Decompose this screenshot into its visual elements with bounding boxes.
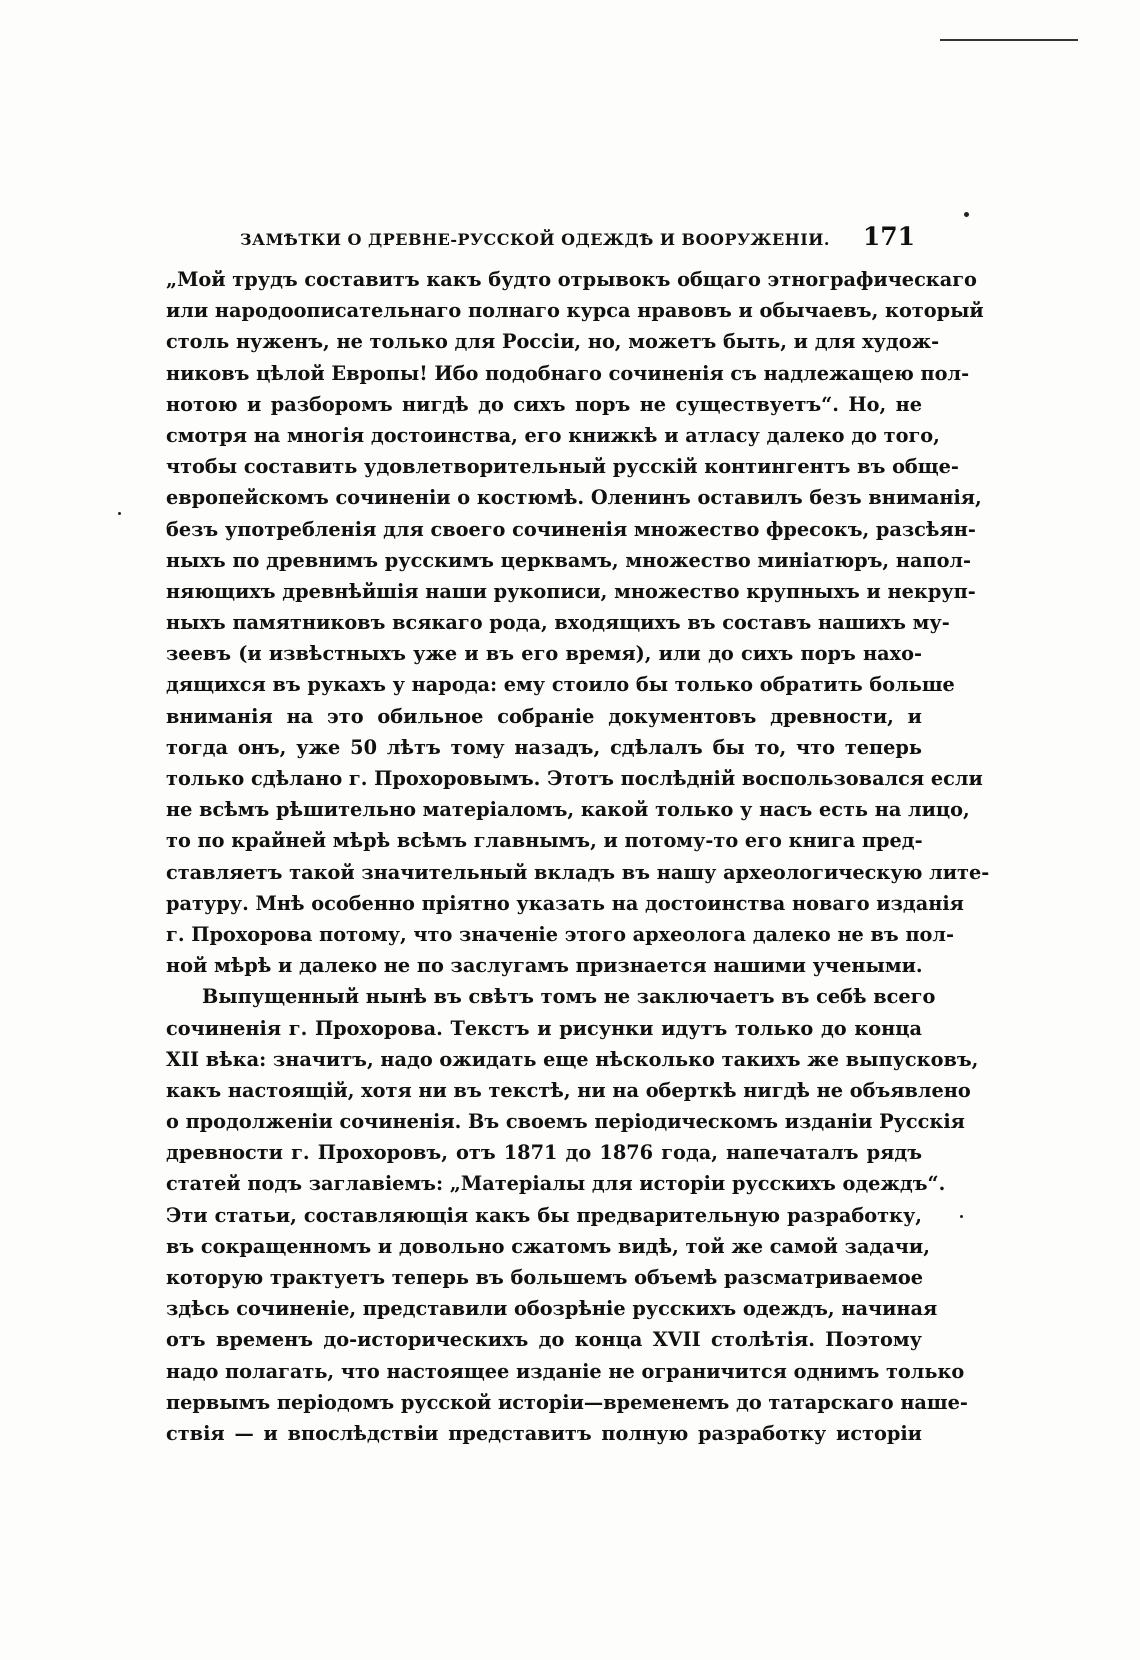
text-line: безъ употребленія для своего сочиненія множество фресокъ, разсѣян-: [166, 517, 976, 541]
paragraph-2: [166, 981, 979, 1449]
text-line: то по крайней мѣрѣ всѣмъ главнымъ, и потому-то его книга пред-: [166, 829, 923, 853]
text-line: отъ временъ до-историческихъ до конца XVII столѣтія. Поэтому: [166, 1328, 922, 1352]
text-line: г. Прохорова потому, что значеніе этого археолога далеко не въ пол-: [166, 922, 955, 946]
text-line: ныхъ по древнимъ русскимъ церквамъ, множество миніатюръ, напол-: [166, 548, 972, 572]
scan-speck: [960, 1215, 963, 1218]
text-line: зеевъ (и извѣстныхъ уже и въ его время), или до сихъ поръ нахо-: [166, 642, 922, 666]
page-number: 171: [862, 222, 915, 251]
text-line: которую трактуетъ теперь въ большемъ объемѣ разсматриваемое: [166, 1266, 923, 1289]
text-line: XII вѣка: значитъ, надо ожидать еще нѣсколько такихъ же выпусковъ,: [166, 1047, 979, 1071]
text-line: тогда онъ, уже 50 лѣтъ тому назадъ, сдѣлалъ бы то, что теперь: [166, 735, 922, 759]
text-line: древности г. Прохоровъ, отъ 1871 до 1876 года, напечаталъ рядъ: [166, 1141, 922, 1165]
text-line: не всѣмъ рѣшительно матеріаломъ, какой только у насъ есть на лицо,: [166, 798, 970, 822]
scan-speck: [964, 212, 969, 217]
text-line: здѣсь сочиненіе, представили обозрѣніе русскихъ одеждъ, начиная: [166, 1297, 938, 1321]
text-line: вниманія на это обильное собраніе документовъ древности, и: [166, 704, 922, 728]
text-line: статей подъ заглавіемъ: „Матеріалы для исторіи русскихъ одеждъ“.: [166, 1172, 946, 1196]
text-line: европейскомъ сочиненіи о костюмѣ. Оленинъ оставилъ безъ вниманія,: [166, 486, 982, 510]
text-line: въ сокращенномъ и довольно сжатомъ видѣ, той же самой задачи,: [166, 1234, 930, 1258]
text-line: ратуру. Мнѣ особенно пріятно указать на достоинства новаго изданія: [166, 891, 964, 915]
scan-speck: [118, 512, 121, 515]
text-line: столь нуженъ, не только для Россіи, но, можетъ быть, и для худож-: [166, 330, 940, 354]
text-line: ныхъ памятниковъ всякаго рода, входящихъ въ составъ нашихъ му-: [166, 611, 950, 635]
text-line: нотою и разборомъ нигдѣ до сихъ поръ не существуетъ“. Но, не: [166, 392, 922, 416]
text-line: смотря на многія достоинства, его книжкѣ и атласу далеко до того,: [166, 423, 940, 447]
text-line: ствія — и впослѣдствіи представитъ полную разработку исторіи: [166, 1421, 922, 1445]
running-head: [240, 222, 915, 252]
text-line: дящихся въ рукахъ у народа: ему стоило бы только обратить больше: [166, 673, 955, 697]
top-rule-line: [940, 39, 1078, 41]
text-line: какъ настоящій, хотя ни въ текстѣ, ни на оберткѣ нигдѣ не объявлено: [166, 1078, 971, 1102]
running-head-title: ЗАМѢТКИ О ДРЕВНЕ-РУССКОЙ ОДЕЖДѢ И ВООРУЖЕНІИ.: [240, 230, 830, 249]
text-line: Выпущенный нынѣ въ свѣтъ томъ не заключаетъ въ себѣ всего: [202, 985, 936, 1009]
body-text: [166, 264, 990, 1449]
text-line: няющихъ древнѣйшія наши рукописи, множество крупныхъ и некруп-: [166, 579, 976, 603]
text-line: чтобы составить удовлетворительный русскій контингентъ въ обще-: [166, 455, 959, 479]
text-line: „Мой трудъ составитъ какъ будто отрывокъ общаго этнографическаго: [166, 268, 977, 291]
text-line: о продолженіи сочиненія. Въ своемъ періодическомъ изданіи Русскія: [166, 1110, 965, 1134]
text-line: ной мѣрѣ и далеко не по заслугамъ признается нашими учеными.: [166, 954, 923, 978]
text-line: только сдѣлано г. Прохоровымъ. Этотъ послѣдній воспользовался если: [166, 767, 983, 790]
text-line: или народоописательнаго полнаго курса нравовъ и обычаевъ, который: [166, 299, 984, 323]
text-line: надо полагать, что настоящее изданіе не ограничится однимъ только: [166, 1359, 965, 1383]
text-line: ставляетъ такой значительный вкладъ въ нашу археологическую лите-: [166, 860, 990, 884]
text-line: Эти статьи, составляющія какъ бы предварительную разработку,: [166, 1203, 922, 1227]
text-line: сочиненія г. Прохорова. Текстъ и рисунки идутъ только до конца: [166, 1016, 922, 1040]
paragraph-1: [166, 264, 990, 981]
text-line: никовъ цѣлой Европы! Ибо подобнаго сочиненія съ надлежащею пол-: [166, 361, 970, 385]
text-line: первымъ періодомъ русской исторіи—временемъ до татарскаго наше-: [166, 1390, 968, 1414]
